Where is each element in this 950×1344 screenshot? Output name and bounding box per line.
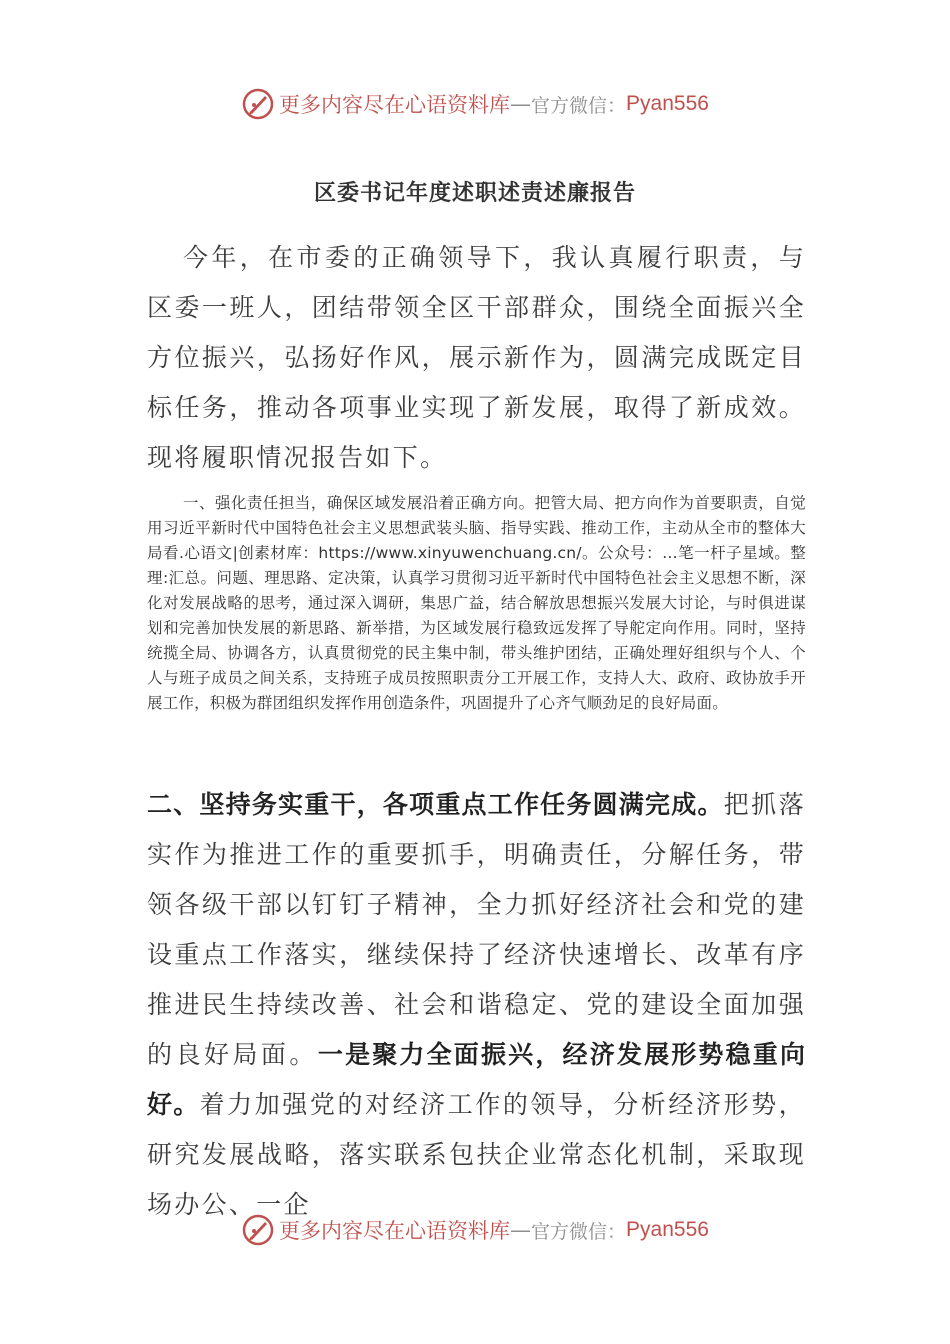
banner-dash: — [510,1218,532,1242]
banner-dash: — [510,92,532,116]
banner-text: 更多内容尽在心语资料库 [279,93,511,117]
banner-wechat-label: 官方微信： [531,1220,627,1243]
section-2-paragraph [147,780,806,1230]
section-1-paragraph: 一、强化责任担当，确保区域发展沿着正确方向。把管大局、把方向作为首要职责，自觉用习近平新时代中国特色社会主义思想武装头脑、指导实践、推动工作，主动从全市的整体大局看.心语文|创素材库：https://www.xinyuwenchuang.cn/。公众号：…笔一杆子星域。整理:汇总。问题、理思路、定决策，认真学习贯彻习近平新时代中国特色社会主义思想不断，深化对发展战略的思考，通过深入调研，集思广益，结合解放思想振兴发展大讨论，与时俱进谋划和完善加快发展的新思路、新举措，为区域发展行稳致远发挥了导舵定向作用。同时，坚持统揽全局、协调各方，认真贯彻党的民主集中制，带头维护团结，正确处理好组织与个人、个人与班子成员之间关系，支持班子成员按照职责分工开展工作，支持人大、政府、政协放手开展工作，积极为群团组织发挥作用创造条件，巩固提升了心齐气顺劲足的良好局面。 [147,494,806,712]
quill-pen-logo-icon [241,1213,275,1247]
banner-text: 更多内容尽在心语资料库 [279,1219,511,1243]
section-2-text: 把抓落实作为推进工作的重要抓手，明确责任，分解任务，带领各级干部以钉钉子精神，全力抓好经济社会和党的建设重点工作落实，继续保持了经济快速增长、改革有序推进民生持续改善、社会和谐稳定、党的建设全面加强的良好局面。 [147,790,806,1069]
footer-banner [0,1210,950,1250]
document-title: 区委书记年度述职述责述廉报告 [313,181,636,206]
banner-wechat-label: 官方微信： [531,94,627,117]
header-banner [0,84,950,124]
section-2-text-continued: 着力加强党的对经济工作的领导，分析经济形势，研究发展战略，落实联系包扶企业常态化机制，采取现场办公、一企 [147,1090,806,1219]
banner-wechat-id: Pyan556 [626,92,709,115]
section-2-subheading: 一是聚力全面振兴，经济发展形势稳重向好。 [147,1040,806,1119]
quill-pen-logo-icon [241,87,275,121]
section-2-heading: 二、坚持务实重干，各项重点工作任务圆满完成。 [147,790,724,819]
banner-wechat-id: Pyan556 [626,1218,709,1241]
intro-paragraph: 今年，在市委的正确领导下，我认真履行职责，与区委一班人，团结带领全区干部群众，围绕全面振兴全方位振兴，弘扬好作风，展示新作为，圆满完成既定目标任务，推动各项事业实现了新发展，取得了新成效。现将履职情况报告如下。 [147,243,806,472]
